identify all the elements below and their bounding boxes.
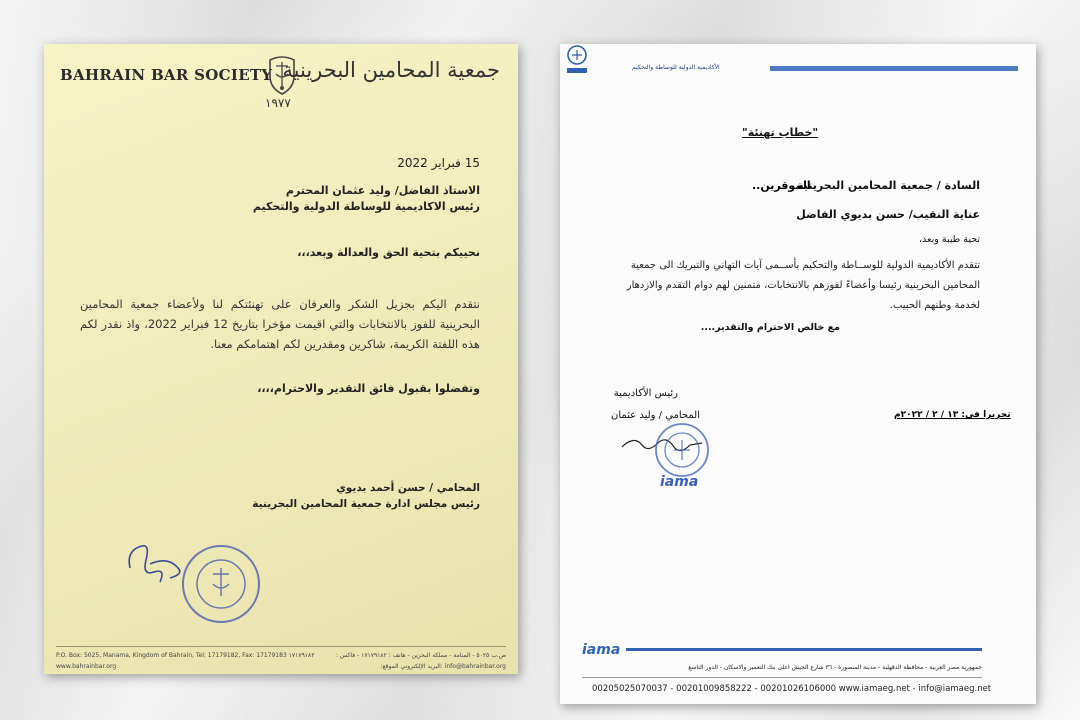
footer-contact: 00205025070037 - 00201009858222 - 00201026106000 www.iamaeg.net - info@iamaeg.net [592, 684, 992, 694]
letterhead-org-name: الأكاديمية الدولية للوساطة والتحكيم [632, 64, 720, 71]
letterhead-brand-ar: جمعية المحامين البحرينية [282, 58, 500, 82]
footer-divider [626, 648, 982, 651]
closing-line: مع خالص الاحترام والتقدير.... [700, 322, 840, 333]
footer-address: جمهورية مصر العربية - محافظة الدقهلية - مدينة المنصورة - ٣٦ شارع الجيش اعلى بنك التعمير والاسكان - الدور التاسع [688, 664, 982, 671]
recipient-honorific: الموقرين.. [752, 179, 811, 192]
recipient-line-1: الاستاذ الفاضل/ وليد عثمان المحترم [285, 184, 480, 197]
closing-line: وتفضلوا بقبول فائق التقدير والاحترام،،،، [257, 382, 480, 395]
letter-date: تحريرا في: ١٣ / ٢ / ٢٠٢٢م [894, 410, 1011, 420]
letter-title: "خطاب تهنئة" [742, 126, 819, 139]
letter-footer [56, 646, 506, 672]
bar-society-stamp-icon [179, 542, 263, 626]
attention-line: عناية النقيب/ حسن بديوي الفاضل [796, 208, 980, 221]
bahrain-bar-society-letter [44, 44, 518, 674]
footer-address-ar: ص.ب ٥٠٢٥ - المنامة - مملكة البحرين - هاتف : ١٧١٧٩١٨٢ - فاكس : [335, 652, 506, 659]
signatory-title: رئيس مجلس ادارة جمعية المحامين البحرينية [252, 498, 480, 510]
footer-rule [582, 677, 982, 678]
footer-email: info@bahrainbar.org :البريد الإلكتروني الموقع: [380, 663, 506, 670]
stamp-brand-label: iama [660, 474, 699, 490]
footer-logo: iama [582, 642, 621, 658]
letter-date: 15 فبراير 2022 [397, 156, 480, 170]
signatory-name: المحامي / حسن أحمد بديوي [336, 482, 480, 494]
footer-address-en: P.O. Box: 5025, Manama, Kingdom of Bahrain, Tel: 17179182, Fax: 17179183 ١٧١٧٩١٨٣ [56, 652, 315, 659]
letter-body-paragraph: تتقدم الأكاديمية الدولية للوســاطة والتحكيم بأســمى آيات التهاني والتبريك الى جمعية المحامين البحرينية رئيسا وأعضاءً لفوزهم بالانتخابات، متمنين لهم دوام التقدم والازدهار لخدمة وطنهم الحبيب. [626, 260, 980, 311]
signatory-name: المحامي / وليد عثمان [610, 410, 700, 421]
iama-logo-icon [564, 44, 590, 76]
recipient-line-2: رئيس الاكاديمية للوساطة الدولية والتحكيم [252, 200, 480, 213]
footer-website: www.bahrainbar.org [56, 663, 117, 670]
header-divider [770, 66, 1018, 71]
recipient-line: السادة / جمعية المحامين البحرينية [797, 179, 980, 192]
signatory-title: رئيس الأكاديمية [613, 388, 678, 399]
letterhead-brand-en: BAHRAIN BAR SOCIETY [60, 66, 273, 84]
iama-congratulation-letter [560, 44, 1036, 704]
greeting: نحييكم بتحية الحق والعدالة وبعد،،، [297, 246, 480, 259]
letterhead-year: ١٩٧٧ [265, 96, 291, 110]
letter-body-paragraph: نتقدم اليكم بجزيل الشكر والعرفان على تهنئتكم لنا ولأعضاء جمعية المحامين البحرينية للفوز بالانتخابات والتي اقيمت مؤخرا بتاريخ 12 فبراير 2022، واذ نقدر لكم هذه اللفتة الكريمة، شاكرين ومقدرين لكم اهتمامكم معنا. [80, 297, 480, 351]
greeting: تحية طيبة وبعد، [918, 234, 980, 245]
